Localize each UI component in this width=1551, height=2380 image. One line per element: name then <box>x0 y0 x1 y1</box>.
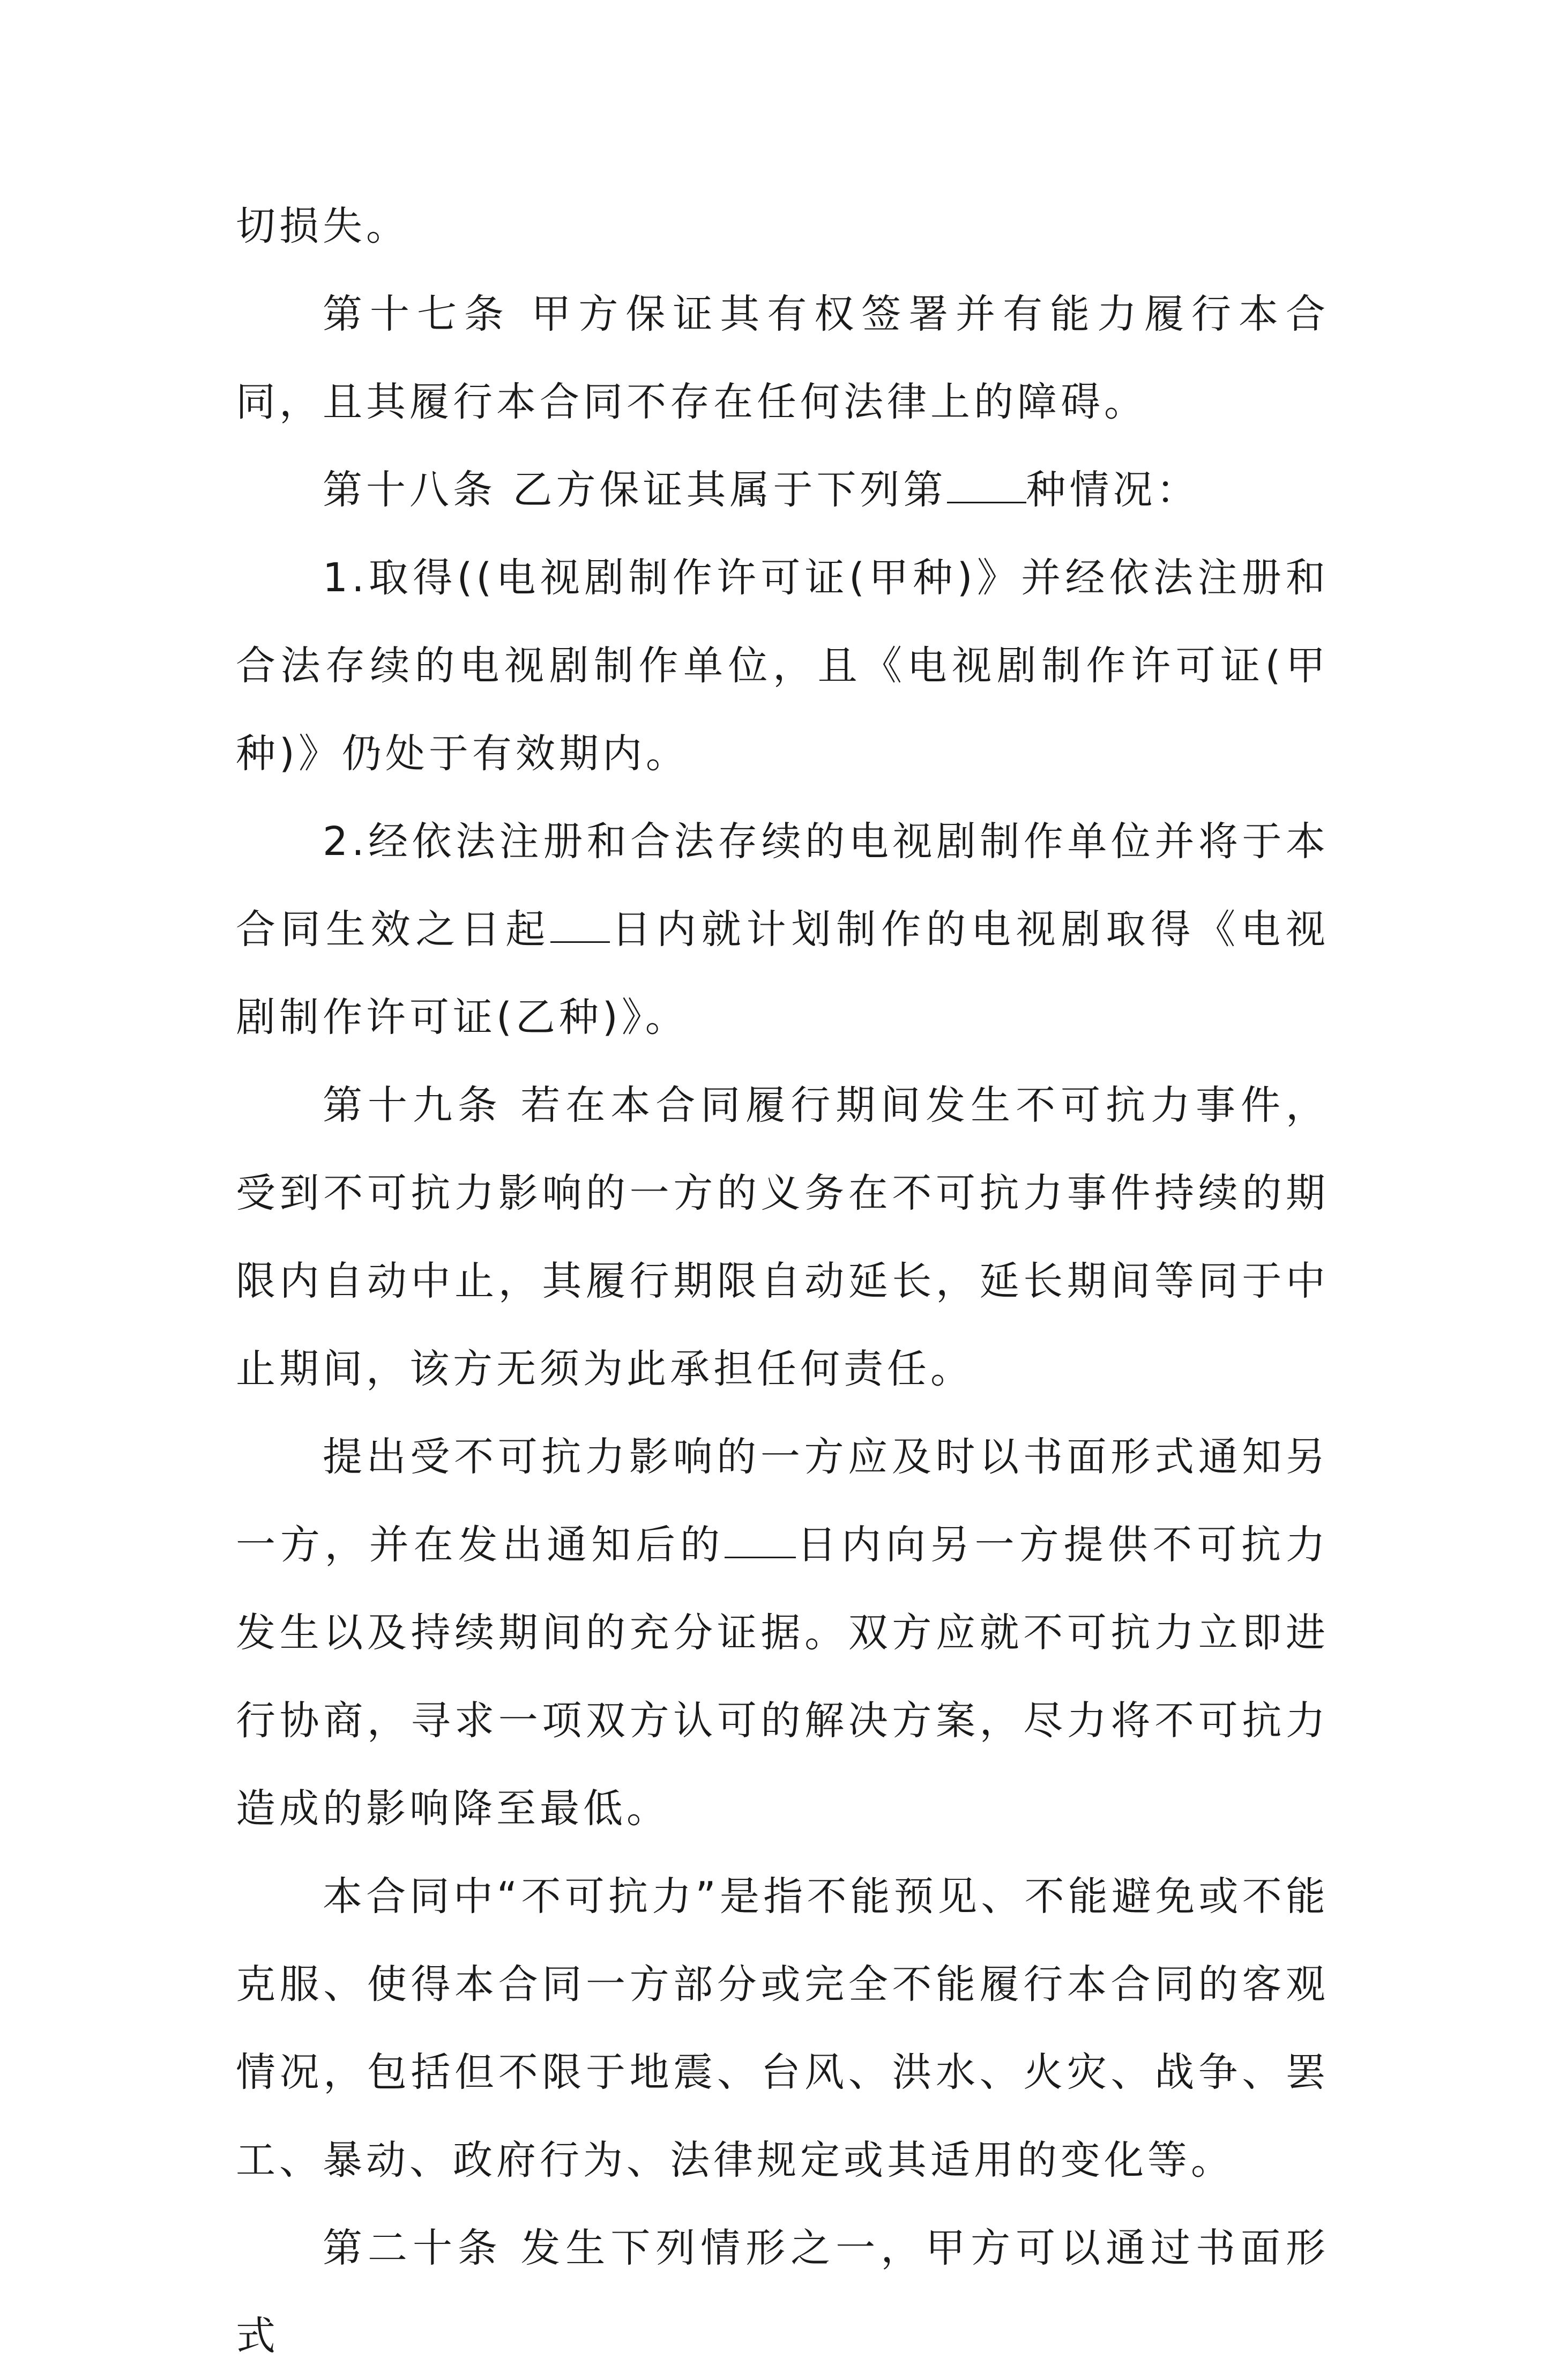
paragraph-text: 第十九条 若在本合同履行期间发生不可抗力事件，受到不可抗力影响的一方的义务在不可抗力事件持续的期限内自动中止，其履行期限自动延长，延长期间等同于中止期间，该方无须为此承担任何责任。 <box>236 1082 1329 1392</box>
contract-paragraph-p7 <box>236 1413 1329 1853</box>
paragraph-text: 种情况： <box>1026 467 1200 513</box>
fill-in-blank <box>550 904 610 943</box>
paragraph-text: 2.经依法注册和合法存续的电视剧制作单位并将于本合同生效之日起 <box>236 819 1329 953</box>
paragraph-text: 切损失。 <box>236 203 409 249</box>
contract-paragraph-p6 <box>236 1061 1329 1413</box>
contract-paragraph-p9 <box>236 2204 1329 2380</box>
paragraph-text: 日内就计划制作的电视剧取得《电视剧制作许可证(乙种)》。 <box>236 906 1330 1040</box>
contract-paragraph-p8 <box>236 1853 1329 2204</box>
contract-paragraph-p4 <box>236 534 1329 798</box>
paragraph-text: 第十七条 甲方保证其有权签署并有能力履行本合同，且其履行本合同不存在任何法律上的障碍。 <box>236 291 1329 425</box>
paragraph-text: 日内向另一方提供不可抗力发生以及持续期间的充分证据。双方应就不可抗力立即进行协商，寻求一项双方认可的解决方案，尽力将不可抗力造成的影响降至最低。 <box>236 1522 1329 1832</box>
paragraph-text: 1.取得((电视剧制作许可证(甲种)》并经依法注册和合法存续的电视剧制作单位，且《电视剧制作许可证(甲种)》仍处于有效期内。 <box>236 555 1329 777</box>
paragraph-text: 第十八条 乙方保证其属于下列第 <box>323 467 947 513</box>
paragraph-text: 本合同中“不可抗力”是指不能预见、不能避免或不能克服、使得本合同一方部分或完全不能履行本合同的客观情况，包括但不限于地震、台风、洪水、火灾、战争、罢工、暴动、政府行为、法律规定或其适用的变化等。 <box>236 1873 1329 2183</box>
contract-paragraph-p5 <box>236 798 1329 1061</box>
fill-in-blank <box>725 1519 796 1558</box>
contract-body-text <box>236 182 1329 2380</box>
contract-paragraph-p1 <box>236 182 1329 270</box>
paragraph-text: 第二十条 发生下列情形之一，甲方可以通过书面形式 <box>236 2225 1329 2359</box>
paragraph-text: 提出受不可抗力影响的一方应及时以书面形式通知另一方，并在发出通知后的 <box>236 1434 1329 1568</box>
contract-paragraph-p2 <box>236 270 1329 446</box>
contract-paragraph-p3 <box>236 446 1329 534</box>
fill-in-blank <box>947 464 1026 503</box>
